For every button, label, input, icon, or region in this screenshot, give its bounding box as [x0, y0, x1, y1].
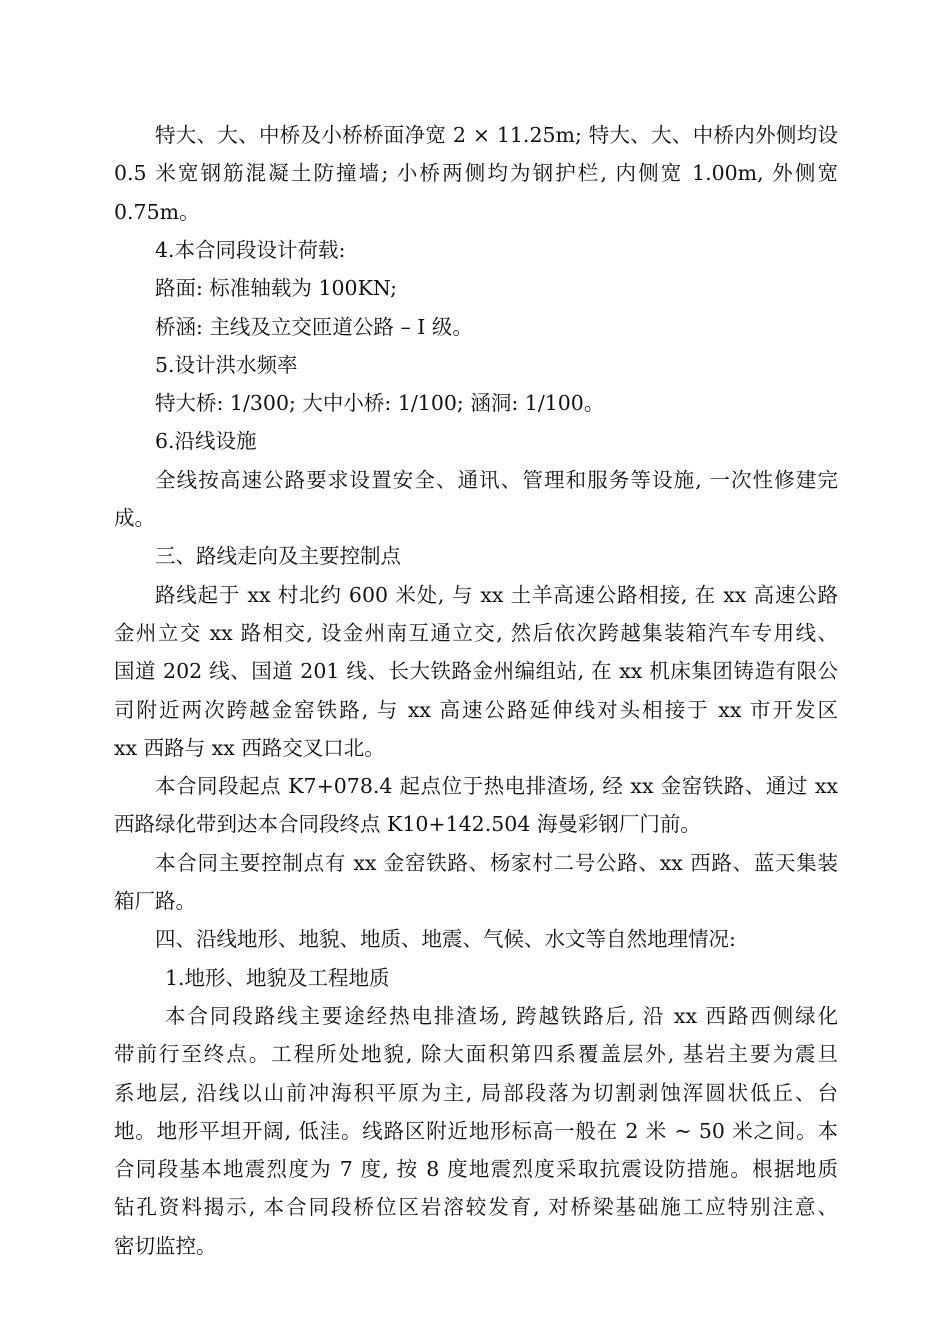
text-line: 本合同段起点 K7+078.4 起点位于热电排渣场, 经 xx 金窑铁路、通过 xx — [155, 774, 838, 799]
text-line: 密切监控。 — [114, 1233, 217, 1258]
text-line: 路线起于 xx 村北约 600 米处, 与 xx 土羊高速公路相接, 在 xx 高速公路 — [155, 582, 838, 607]
text-line: 四、沿线地形、地貌、地质、地震、气候、水文等自然地理情况: — [155, 927, 736, 952]
text-line: 0.5 米宽钢筋混凝土防撞墙; 小桥两侧均为钢护栏, 内侧宽 1.00m, 外侧宽 — [114, 161, 838, 186]
text-line: 三、路线走向及主要控制点 — [155, 544, 401, 569]
text-line: 桥涵: 主线及立交匝道公路 – I 级。 — [155, 314, 473, 339]
text-line: 5.设计洪水频率 — [155, 352, 298, 377]
text-line: 本合同段路线主要途经热电排渣场, 跨越铁路后, 沿 xx 西路西侧绿化 — [165, 1003, 838, 1028]
text-line: 0.75m。 — [114, 199, 200, 224]
text-line: 合同段基本地震烈度为 7 度, 按 8 度地震烈度采取抗震设防措施。根据地质 — [114, 1157, 838, 1182]
text-line: 系地层, 沿线以山前冲海积平原为主, 局部段落为切割剥蚀浑圆状低丘、台 — [114, 1080, 838, 1105]
text-line: 司附近两次跨越金窑铁路, 与 xx 高速公路延伸线对头相接于 xx 市开发区 — [114, 697, 838, 722]
text-line: 箱厂路。 — [114, 889, 196, 913]
text-line: xx 西路与 xx 西路交叉口北。 — [114, 735, 385, 760]
text-line: 全线按高速公路要求设置安全、通讯、管理和服务等设施, 一次性修建完 — [155, 467, 838, 492]
text-line: 带前行至终点。工程所处地貌, 除大面积第四系覆盖层外, 基岩主要为震旦 — [114, 1042, 838, 1067]
text-line: 金州立交 xx 路相交, 设金州南互通立交, 然后依次跨越集装箱汽车专用线、 — [114, 620, 838, 645]
text-line: 特大桥: 1/300; 大中小桥: 1/100; 涵洞: 1/100。 — [155, 391, 605, 416]
text-line: 国道 202 线、国道 201 线、长大铁路金州编组站, 在 xx 机床集团铸造有限公 — [114, 659, 838, 684]
text-line: 特大、大、中桥及小桥桥面净宽 2 × 11.25m; 特大、大、中桥内外侧均设 — [155, 123, 838, 147]
text-line: 1.地形、地貌及工程地质 — [165, 965, 390, 990]
text-line: 本合同主要控制点有 xx 金窑铁路、杨家村二号公路、xx 西路、蓝天集装 — [155, 850, 838, 875]
text-line: 西路绿化带到达本合同段终点 K10+142.504 海曼彩钢厂门前。 — [114, 812, 701, 837]
text-line: 成。 — [114, 506, 155, 530]
text-line: 6.沿线设施 — [155, 429, 257, 454]
text-line: 地。地形平坦开阔, 低洼。线路区附近地形标高一般在 2 米 ~ 50 米之间。本 — [114, 1118, 838, 1143]
text-line: 4.本合同段设计荷载: — [155, 237, 346, 262]
text-line: 钻孔资料揭示, 本合同段桥位区岩溶较发育, 对桥梁基础施工应特别注意、 — [114, 1195, 838, 1220]
text-line: 路面: 标准轴载为 100KN; — [155, 276, 397, 301]
